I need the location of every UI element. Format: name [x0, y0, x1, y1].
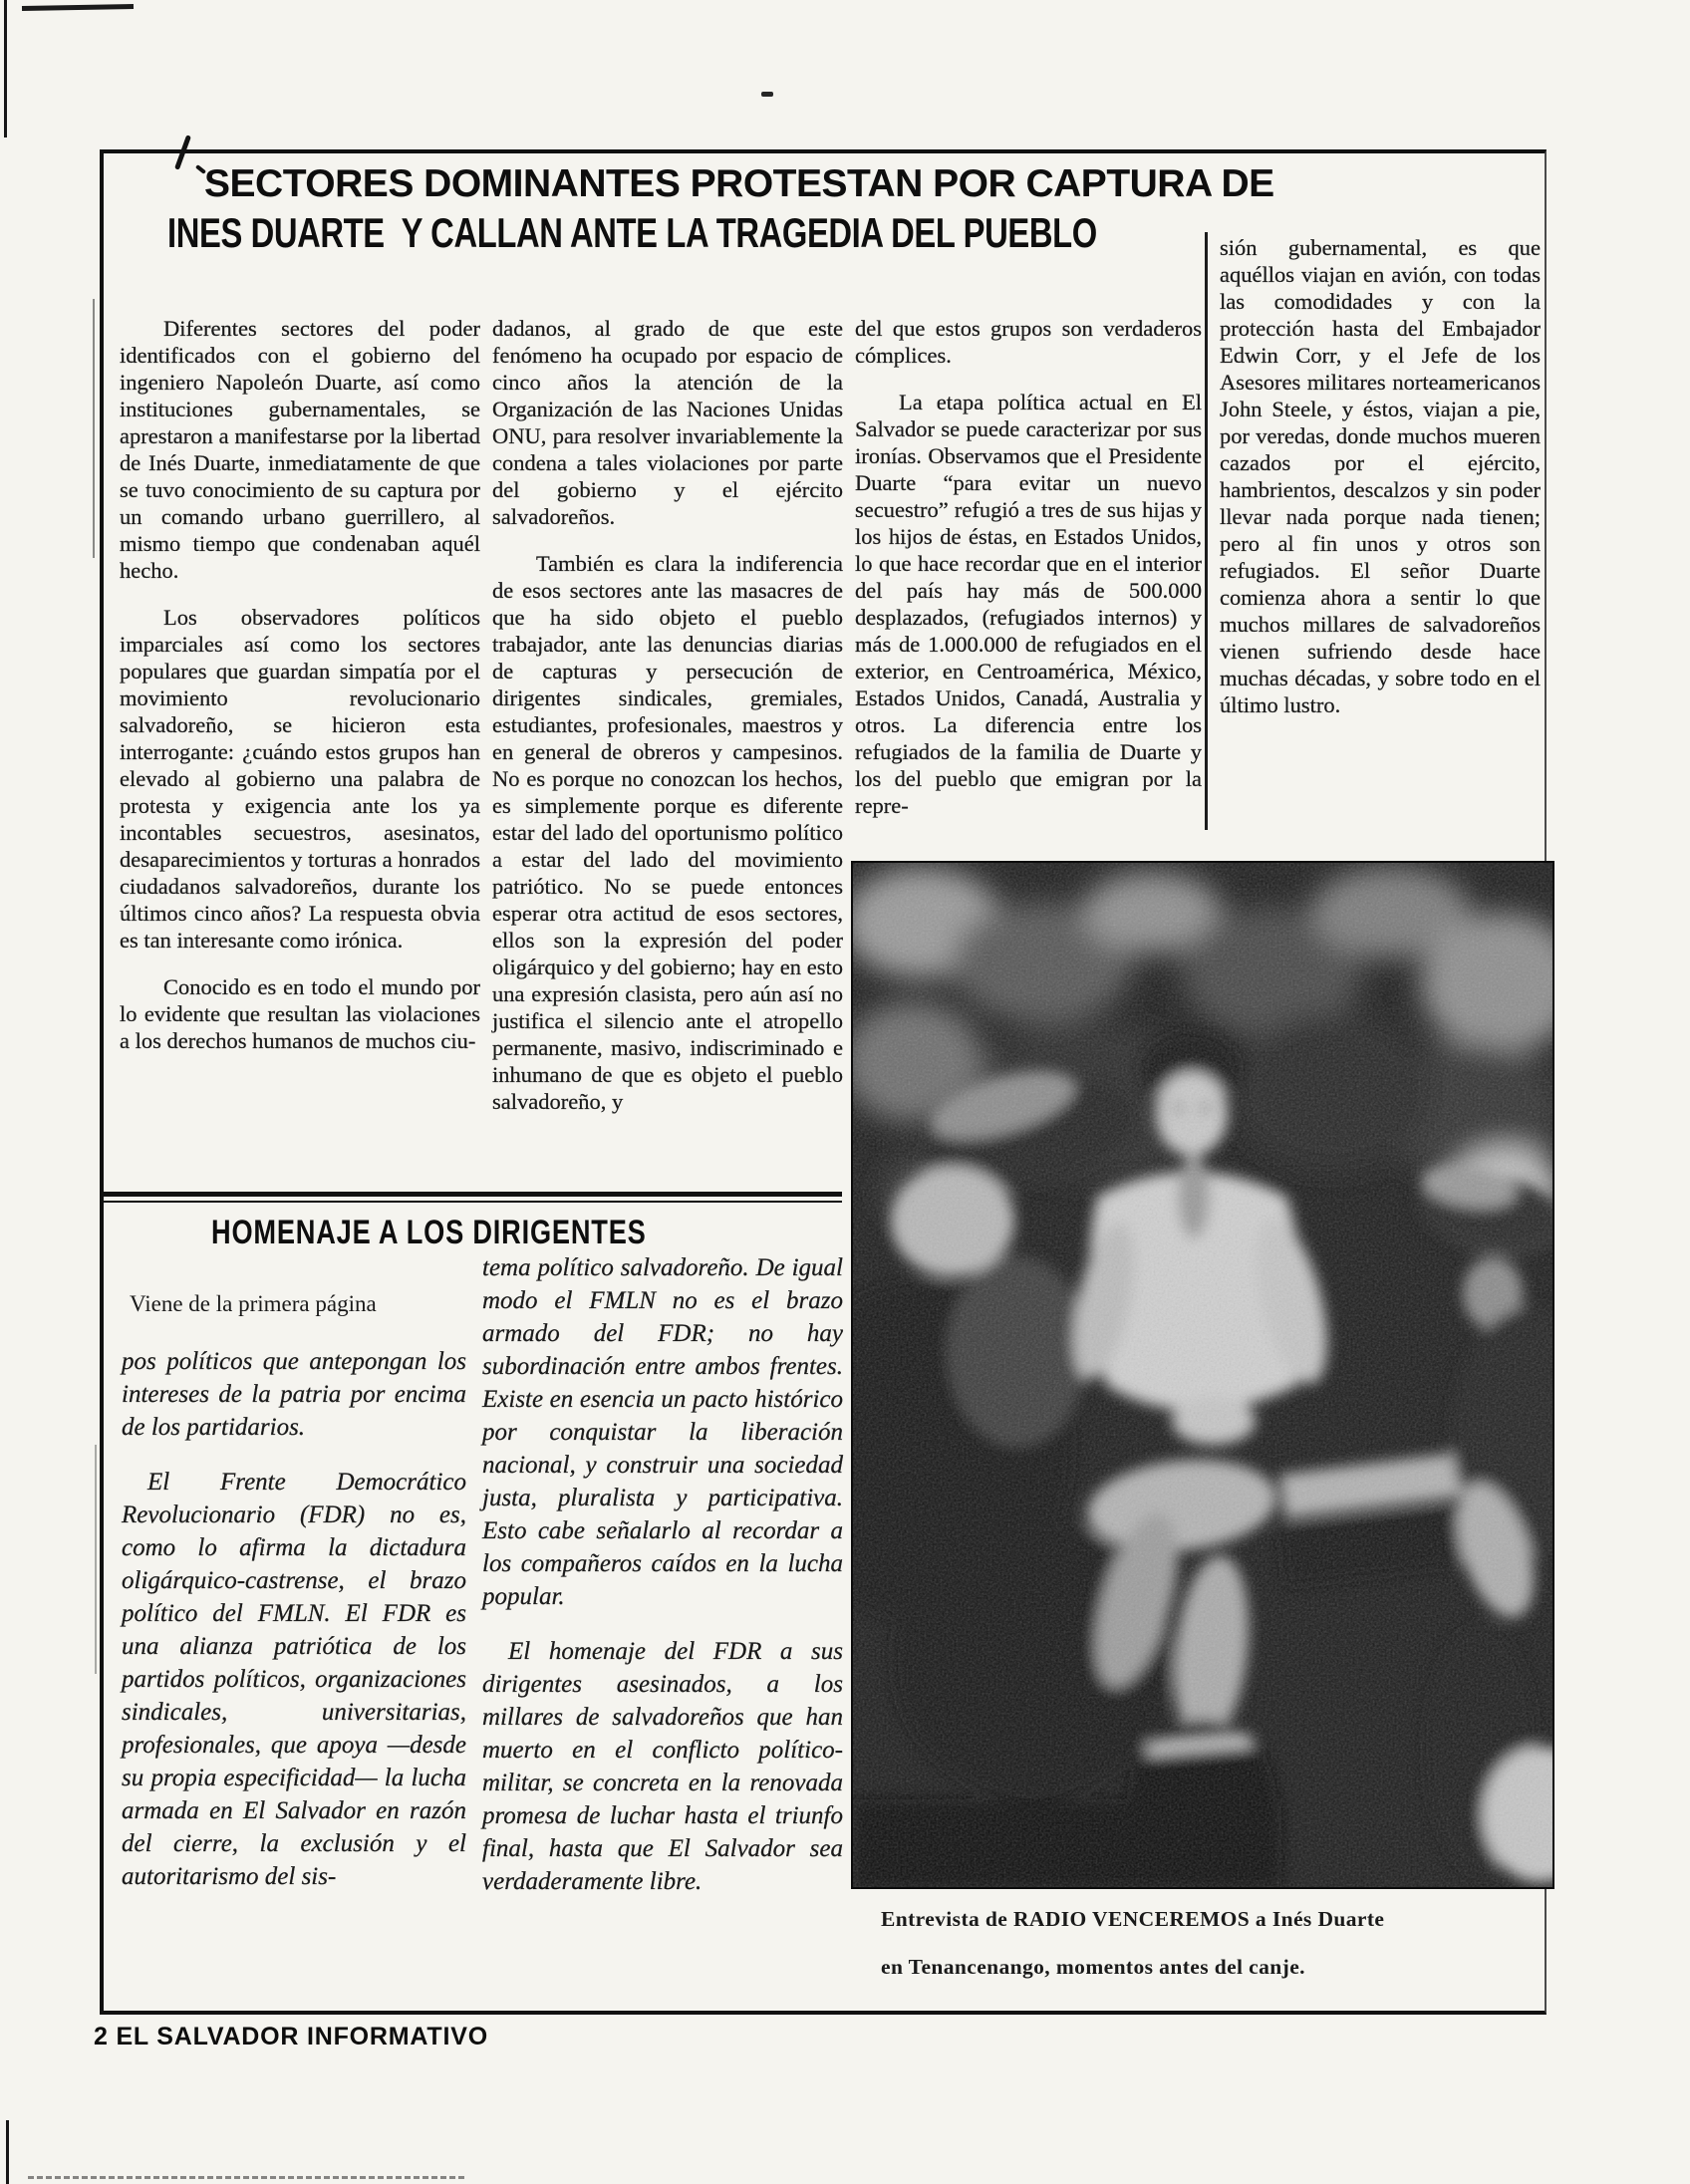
paragraph: del que estos grupos son verdaderos cómplices. — [855, 316, 1202, 368]
paragraph: sión gubernamental, es que aquéllos viajan en avión, con todas las comodidades y con la protección hasta del Embajador Edwin Corr, y el Jefe de los Asesores militares norteamericanos John Steele, y éstos, viajan a pie, por veredas, donde muchos mueren cazados por el ejército, hambrientos, descalzos y sin poder llevar nada porque nada tienen; pero al fin unos y otros son refugiados. El señor Duarte comienza ahora a sentir lo que muchos millares de salvadoreños vienen sufriendo desde hace muchas décadas, y sobre todo en el último lustro. — [1220, 235, 1541, 717]
scan-artifact-top-left-dash — [22, 4, 134, 11]
homenaje-column-left — [122, 1345, 466, 1893]
main-headline-line1: SECTORES DOMINANTES PROTESTAN POR CAPTURA DE — [204, 162, 1274, 205]
scan-artifact-left-ghost — [95, 1445, 97, 1674]
article-column-3 — [855, 315, 1202, 819]
photo-caption — [881, 1895, 1527, 1991]
paragraph: tema político salvadoreño. De igual modo el FMLN no es el brazo armado del FDR; no hay subordinación entre ambos frentes. Existe en esencia un pacto histórico por conquistar la liberación nacional, y construir una sociedad justa, pluralista y participativa. Esto cabe señalarlo al recordar a los compañeros caídos en la lucha popular. — [482, 1254, 843, 1610]
homenaje-column-right — [482, 1251, 843, 1898]
paragraph: El Frente Democrático Revolucionario (FDR) no es, como lo afirma la dictadura oligárquico-castrense, el brazo político del FMLN. El FDR es una alianza patriótica de los partidos políticos, organizaciones sindicales, universitarias, profesionales, que apoya —desde su propia especificidad— la lucha armada en El Salvador en razón del cierre, la exclusión y el autoritarismo del sis- — [122, 1469, 466, 1890]
halftone-photo-svg — [853, 863, 1552, 1887]
paragraph: También es clara la indiferencia de esos sectores ante las masacres de que ha sido objeto el pueblo trabajador, ante las denuncias diarias de capturas y persecución de dirigentes sindicales, gremiales, estudiantes, profesionales, maestros y en general de obreros y campesinos. No es porque no conozcan los hechos, es simplemente porque es diferente estar del lado del oportunismo político a estar del lado del movimiento patriótico. No se puede entonces esperar otra actitud de esos sectores, ellos son la expresión del poder oligárquico y del gobierno; hay en esto una expresión clasista, pero aún así no justifica el silencio ante el atropello permanente, masivo, indiscriminado e inhumano de que es objeto el pueblo salvadoreño, y — [492, 551, 843, 1114]
scan-artifact-bottom-dashes — [28, 2176, 464, 2179]
page-footer: 2 EL SALVADOR INFORMATIVO — [94, 2023, 488, 2050]
scan-artifact-left-ghost — [93, 299, 95, 558]
paragraph: Diferentes sectores del poder identificados con el gobierno del ingeniero Napoleón Duarte, así como instituciones gubernamentales, se aprestaron a manifestarse por la libertad de Inés Duarte, inmediatamente de que se tuvo conocimiento de su captura por un comando urbano guerrillero, al mismo tiempo que condenaban aquél hecho. — [120, 316, 480, 583]
paragraph: La etapa política actual en El Salvador se puede caracterizar por sus ironías. Observamos que el Presidente Duarte “para evitar un nuevo secuestro” refugió a tres de sus hijas y los hijos de éstas, en Estados Unidos, lo que hace recordar que en el interior del país hay más de 500.000 desplazados, (refugiados internos) y más de 1.000.000 de refugiados en el exterior, en Centroamérica, México, Estados Unidos, Canadá, Australia y otros. La diferencia entre los refugiados de la familia de Duarte y los del pueblo que emigran por la repre- — [855, 390, 1202, 818]
paragraph: El homenaje del FDR a sus dirigentes asesinados, a los millares de salvadoreños que han muerto en el conflicto político-militar, se concreta en la renovada promesa de luchar hasta el triunfo final, hasta que El Salvador sea verdaderamente libre. — [482, 1638, 843, 1895]
paragraph: dadanos, al grado de que este fenómeno ha ocupado por espacio de cinco años la atención de la Organización de las Naciones Unidas ONU, para resolver invariablemente la condena a tales violaciones por parte del gobierno y el ejército salvadoreños. — [492, 316, 843, 529]
article-column-2 — [492, 315, 843, 1115]
photo-caption-line2: en Tenancenango, momentos antes del canje. — [881, 1955, 1305, 1979]
homenaje-section-rule — [103, 1192, 842, 1203]
paragraph: Los observadores políticos imparciales así como los sectores populares que guardan simpatía por el movimiento revolucionario salvadoreño, se hicieron esta interrogante: ¿cuándo estos grupos han elevado al gobierno una palabra de protesta y exigencia ante los ya incontables secuestros, asesinatos, desaparecimientos y torturas a honrados ciudadanos salvadoreños, durante los últimos cinco años? La respuesta obvia es tan interesante como irónica. — [120, 605, 480, 953]
paragraph: pos políticos que antepongan los intereses de la patria por encima de los partidarios. — [122, 1348, 466, 1441]
main-headline-line2: INES DUARTE Y CALLAN ANTE LA TRAGEDIA DEL PUEBLO — [167, 209, 1097, 256]
scan-artifact-bottom-left-line — [6, 2120, 9, 2184]
scan-artifact-top-left-line — [4, 0, 7, 137]
article-column-4 — [1220, 234, 1541, 718]
continued-from-note: Viene de la primera página — [130, 1291, 377, 1316]
article-column-1 — [120, 315, 480, 1054]
paragraph: Conocido es en todo el mundo por lo evidente que resultan las violaciones a los derechos humanos de muchos ciu- — [120, 974, 480, 1053]
column-divider-rule — [1205, 232, 1208, 830]
photo-ines-duarte — [853, 863, 1552, 1887]
photo-caption-line1: Entrevista de RADIO VENCEREMOS a Inés Duarte — [881, 1907, 1385, 1931]
homenaje-headline: HOMENAJE A LOS DIRIGENTES — [211, 1214, 647, 1251]
scan-artifact-top-dot — [761, 92, 773, 97]
